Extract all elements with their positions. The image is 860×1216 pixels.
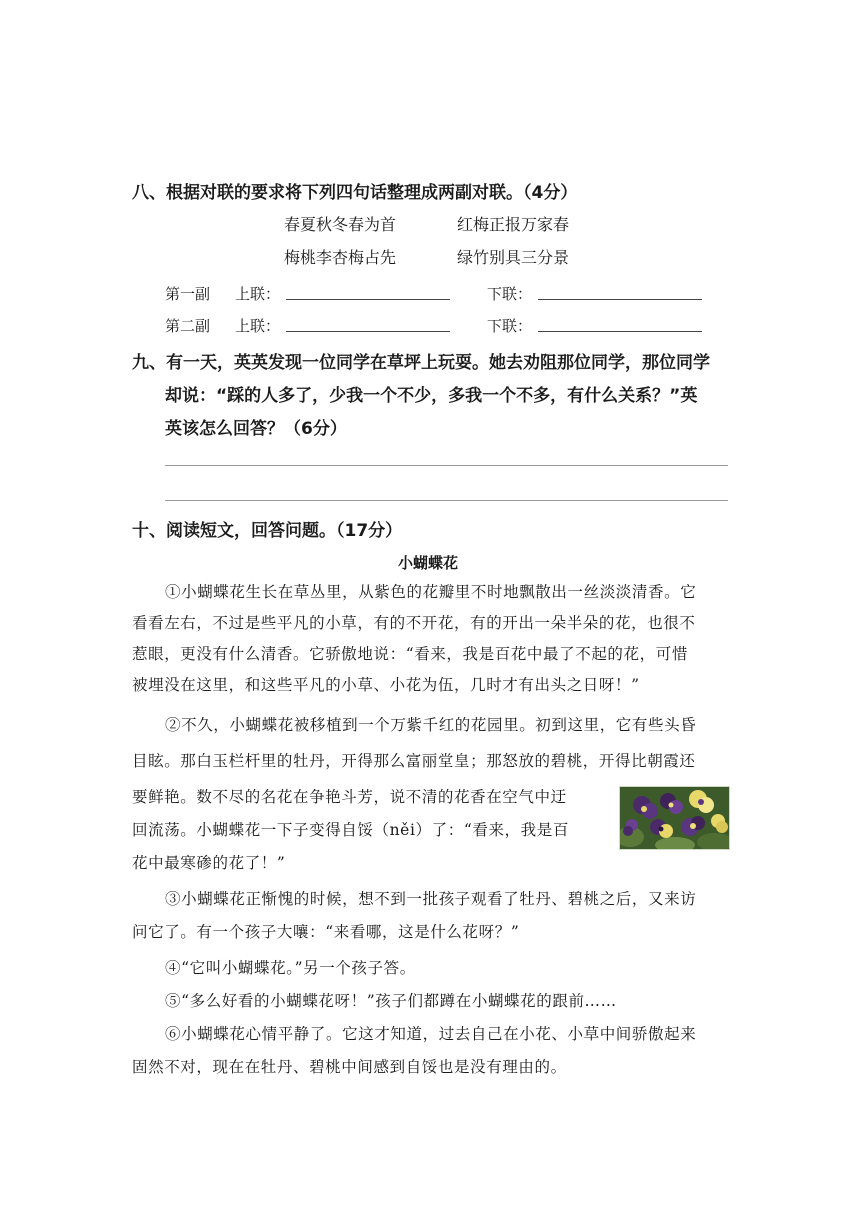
passage-line-9: 花中最寒碜的花了！” (132, 854, 286, 872)
couplet-phrase-3: 梅桃李杏梅占先 (284, 248, 397, 267)
passage-line-13: ⑤“多么好看的小蝴蝶花呀！”孩子们都蹲在小蝴蝶花的跟前…… (165, 992, 617, 1010)
couplet-phrase-2: 红梅正报万家春 (457, 215, 570, 234)
passage-line-11: 问它了。有一个孩子大嚷：“来看哪，这是什么花呀？” (132, 923, 520, 941)
couplet-row-1-upper-label: 上联： (235, 285, 281, 303)
couplet-row-1-lower-blank[interactable] (538, 283, 702, 300)
passage-line-7: 要鲜艳。数不尽的名花在争艳斗芳，说不清的花香在空气中迂 (132, 788, 567, 806)
passage-line-14: ⑥小蝴蝶花心情平静了。它这才知道，过去自己在小花、小草中间骄傲起来 (165, 1025, 697, 1043)
passage-line-10: ③小蝴蝶花正惭愧的时候，想不到一批孩子观看了牡丹、碧桃之后，又来访 (165, 890, 697, 908)
pansy-flowers-image (619, 786, 730, 850)
couplet-row-1-label: 第一副 (165, 285, 211, 303)
couplet-row-2-lower-blank[interactable] (538, 315, 702, 332)
passage-line-1: ①小蝴蝶花生长在草丛里，从紫色的花瓣里不时地飘散出一丝淡淡清香。它 (165, 583, 697, 601)
couplet-row-1-upper-blank[interactable] (286, 283, 450, 300)
q9-line-2: 却说：“踩的人多了，少我一个不少，多我一个不多，有什么关系？”英 (165, 386, 698, 406)
couplet-row-2-lower-label: 下联： (487, 317, 533, 335)
q9-answer-line-2[interactable] (165, 500, 728, 501)
q8-heading: 八、根据对联的要求将下列四句话整理成两副对联。（4分） (132, 183, 578, 203)
couplet-row-1-lower-label: 下联： (487, 285, 533, 303)
couplet-row-2-upper-label: 上联： (235, 317, 281, 335)
passage-title: 小蝴蝶花 (398, 554, 459, 572)
couplet-phrase-1: 春夏秋冬春为首 (284, 215, 397, 234)
passage-line-2: 看看左右，不过是些平凡的小草，有的不开花，有的开出一朵半朵的花，也很不 (132, 614, 696, 632)
couplet-row-2-upper-blank[interactable] (286, 315, 450, 332)
q9-line-3: 英该怎么回答？（6分） (165, 419, 347, 439)
passage-line-8: 回流荡。小蝴蝶花一下子变得自馁（něi）了：“看来，我是百 (132, 821, 569, 839)
passage-line-4: 被埋没在这里，和这些平凡的小草、小花为伍，几时才有出头之日呀！” (132, 676, 640, 694)
q9-line-1: 九、有一天，英英发现一位同学在草坪上玩耍。她去劝阻那位同学，那位同学 (132, 353, 710, 373)
passage-line-6: 目眩。那白玉栏杆里的牡丹，开得那么富丽堂皇；那怒放的碧桃，开得比朝霞还 (132, 752, 696, 770)
couplet-row-2-label: 第二副 (165, 317, 211, 335)
passage-line-5: ②不久，小蝴蝶花被移植到一个万紫千红的花园里。初到这里，它有些头昏 (165, 716, 697, 734)
passage-line-3: 惹眼，更没有什么清香。它骄傲地说：“看来，我是百花中最了不起的花，可惜 (132, 645, 688, 663)
passage-line-12: ④“它叫小蝴蝶花。”另一个孩子答。 (165, 959, 416, 977)
q9-answer-line-1[interactable] (165, 465, 728, 466)
q10-heading: 十、阅读短文，回答问题。（17分） (132, 521, 403, 541)
passage-line-15: 固然不对，现在在牡丹、碧桃中间感到自馁也是没有理由的。 (132, 1058, 567, 1076)
couplet-phrase-4: 绿竹别具三分景 (457, 248, 570, 267)
